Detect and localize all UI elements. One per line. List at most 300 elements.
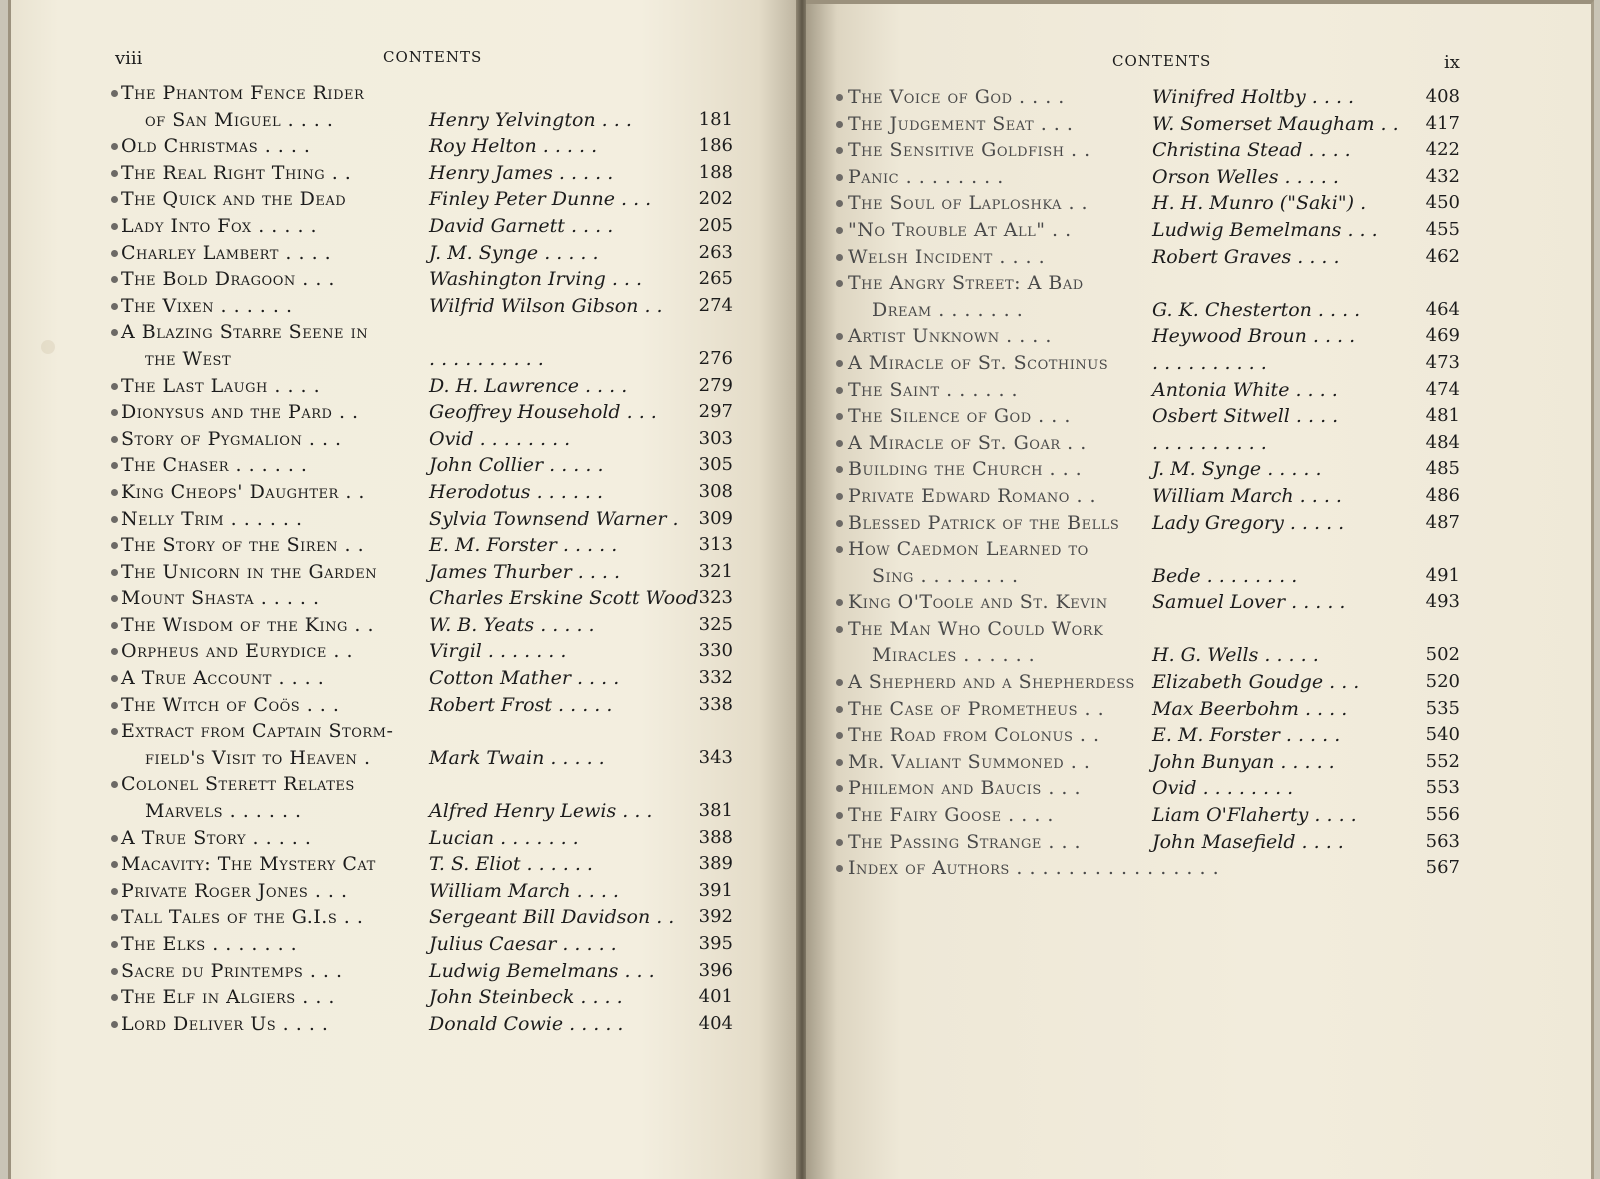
page-number: 265 bbox=[698, 268, 733, 290]
toc-entry bbox=[11, 665, 801, 692]
story-title: Building the Church . . . bbox=[848, 458, 1083, 481]
pencil-mark-icon bbox=[111, 329, 118, 336]
author-name: Henry Yelvington . . . bbox=[429, 108, 632, 131]
page-number: 330 bbox=[698, 640, 733, 662]
pencil-mark-icon bbox=[836, 200, 843, 207]
page-number: 432 bbox=[1425, 165, 1460, 187]
story-title: Mr. Valiant Summoned . . bbox=[848, 750, 1091, 773]
pencil-mark-icon bbox=[111, 861, 118, 868]
toc-entry bbox=[11, 240, 801, 267]
story-title: Story of Pygmalion . . . bbox=[121, 427, 342, 450]
toc-entry bbox=[11, 373, 801, 400]
pencil-mark-icon bbox=[111, 888, 118, 895]
toc-line bbox=[11, 373, 801, 400]
story-title: The Judgement Seat . . . bbox=[848, 112, 1074, 135]
page-number: 422 bbox=[1425, 139, 1460, 161]
toc-entry bbox=[806, 775, 1594, 802]
pencil-mark-icon bbox=[836, 280, 843, 287]
pencil-mark-icon bbox=[836, 493, 843, 500]
story-title: The Man Who Could Work bbox=[848, 617, 1104, 640]
author-name: Liam O'Flaherty . . . . bbox=[1152, 804, 1357, 827]
author-name: Heywood Broun . . . . bbox=[1152, 325, 1356, 348]
pencil-mark-icon bbox=[111, 595, 118, 602]
toc-line bbox=[11, 266, 801, 293]
author-name: Osbert Sitwell . . . . bbox=[1152, 405, 1339, 428]
toc-line bbox=[11, 718, 801, 745]
toc-line bbox=[11, 612, 801, 639]
page-number: 343 bbox=[698, 746, 733, 768]
author-name: Lady Gregory . . . . . bbox=[1152, 511, 1345, 534]
pencil-mark-icon bbox=[836, 759, 843, 766]
toc-line bbox=[11, 160, 801, 187]
right-folio: ix bbox=[1444, 52, 1460, 73]
toc-line bbox=[806, 323, 1594, 350]
pencil-mark-icon bbox=[111, 436, 118, 443]
pencil-mark-icon bbox=[836, 147, 843, 154]
story-title: Lady Into Fox . . . . . bbox=[121, 214, 318, 237]
toc-line bbox=[806, 642, 1594, 669]
story-title: The Fairy Goose . . . . bbox=[848, 804, 1054, 827]
pencil-mark-icon bbox=[111, 728, 118, 735]
author-name: . . . . . . . . . . bbox=[1152, 431, 1267, 454]
toc-line bbox=[806, 456, 1594, 483]
author-name: Washington Irving . . . bbox=[429, 268, 643, 291]
author-name: Charles Erskine Scott Wood bbox=[429, 587, 699, 610]
story-title: The Passing Strange . . . bbox=[848, 830, 1082, 853]
toc-entry bbox=[11, 958, 801, 985]
pencil-mark-icon bbox=[836, 865, 843, 872]
toc-entry bbox=[11, 293, 801, 320]
story-title: Marvels . . . . . . bbox=[145, 800, 302, 823]
toc-entry bbox=[806, 244, 1594, 271]
author-name: John Collier . . . . . bbox=[429, 454, 604, 477]
toc-line bbox=[11, 107, 801, 134]
pencil-mark-icon bbox=[836, 812, 843, 819]
toc-entry bbox=[806, 749, 1594, 776]
toc-entry bbox=[806, 510, 1594, 537]
author-name: T. S. Eliot . . . . . . bbox=[429, 853, 593, 876]
story-title: Colonel Sterett Relates bbox=[121, 773, 355, 796]
pencil-mark-icon bbox=[836, 599, 843, 606]
toc-entry bbox=[806, 589, 1594, 616]
story-title: Blessed Patrick of the Bells bbox=[848, 511, 1120, 534]
page-number: 276 bbox=[698, 347, 733, 369]
page-number: 520 bbox=[1425, 671, 1460, 693]
pencil-mark-icon bbox=[111, 250, 118, 257]
toc-entry bbox=[11, 266, 801, 293]
pencil-mark-icon bbox=[836, 466, 843, 473]
story-title: The Witch of Coös . . . bbox=[121, 693, 340, 716]
toc-entry bbox=[806, 217, 1594, 244]
toc-entry bbox=[806, 350, 1594, 377]
author-name: Max Beerbohm . . . . bbox=[1152, 697, 1348, 720]
toc-entry bbox=[11, 186, 801, 213]
toc-line bbox=[11, 80, 801, 107]
story-title: The Elf in Algiers . . . bbox=[121, 986, 335, 1009]
page-number: 297 bbox=[698, 401, 733, 423]
author-name: John Bunyan . . . . . bbox=[1152, 750, 1335, 773]
author-name: Sergeant Bill Davidson . . bbox=[429, 906, 675, 929]
author-name: Wilfrid Wilson Gibson . . bbox=[429, 294, 663, 317]
left-page bbox=[8, 0, 798, 1179]
toc-line bbox=[11, 319, 801, 346]
toc-line bbox=[806, 802, 1594, 829]
story-title: The Chaser . . . . . . bbox=[121, 454, 308, 477]
page-number: 308 bbox=[698, 480, 733, 502]
author-name: Donald Cowie . . . . . bbox=[429, 1012, 624, 1035]
story-title: The Angry Street: A Bad bbox=[848, 272, 1084, 295]
toc-line bbox=[11, 851, 801, 878]
pencil-mark-icon bbox=[836, 679, 843, 686]
toc-entry bbox=[11, 559, 801, 586]
toc-line bbox=[11, 745, 801, 772]
story-title: Philemon and Baucis . . . bbox=[848, 777, 1082, 800]
pencil-mark-icon bbox=[836, 387, 843, 394]
toc-entry bbox=[806, 403, 1594, 430]
author-name: Alfred Henry Lewis . . . bbox=[429, 800, 653, 823]
toc-line bbox=[806, 483, 1594, 510]
page-number: 395 bbox=[698, 933, 733, 954]
author-name: G. K. Chesterton . . . . bbox=[1152, 298, 1361, 321]
toc-entry bbox=[11, 771, 801, 824]
toc-entry bbox=[11, 80, 801, 133]
pencil-mark-icon bbox=[111, 994, 118, 1001]
pencil-mark-icon bbox=[836, 254, 843, 261]
story-title: Welsh Incident . . . . bbox=[848, 245, 1046, 268]
toc-line bbox=[806, 350, 1594, 377]
toc-line bbox=[806, 829, 1594, 856]
right-contents-list bbox=[806, 84, 1594, 882]
toc-line bbox=[11, 240, 801, 267]
story-title: The Voice of God . . . . bbox=[848, 86, 1065, 108]
toc-entry bbox=[11, 319, 801, 372]
toc-line bbox=[11, 878, 801, 905]
page-number: 381 bbox=[698, 800, 733, 822]
author-name: Orson Welles . . . . . bbox=[1152, 165, 1339, 188]
author-name: Ludwig Bemelmans . . . bbox=[1152, 218, 1378, 241]
author-name: W. B. Yeats . . . . . bbox=[429, 613, 595, 636]
story-title: The Last Laugh . . . . bbox=[121, 374, 321, 397]
author-name: H. G. Wells . . . . . bbox=[1152, 644, 1319, 667]
author-name: Herodotus . . . . . . bbox=[429, 480, 604, 503]
toc-entry bbox=[806, 84, 1594, 111]
page-number: 263 bbox=[698, 241, 733, 263]
toc-entry bbox=[806, 137, 1594, 164]
pencil-mark-icon bbox=[111, 702, 118, 709]
toc-entry bbox=[806, 111, 1594, 138]
story-title: The Elks . . . . . . . bbox=[121, 933, 298, 955]
author-name: . . . . . . . . . . bbox=[429, 347, 544, 370]
pencil-mark-icon bbox=[111, 516, 118, 523]
page-number: 389 bbox=[698, 853, 733, 875]
story-title: Lord Deliver Us . . . . bbox=[121, 1012, 329, 1035]
pencil-mark-icon bbox=[836, 706, 843, 713]
page-number: 332 bbox=[698, 667, 733, 689]
toc-entry bbox=[806, 669, 1594, 696]
toc-line bbox=[11, 346, 801, 373]
toc-entry bbox=[806, 164, 1594, 191]
story-title: Private Roger Jones . . . bbox=[121, 879, 348, 902]
pencil-mark-icon bbox=[111, 223, 118, 230]
page-number: 455 bbox=[1425, 218, 1460, 240]
page-number: 408 bbox=[1425, 86, 1460, 107]
pencil-mark-icon bbox=[111, 489, 118, 496]
story-title: Extract from Captain Storm- bbox=[121, 720, 394, 743]
toc-entry bbox=[11, 638, 801, 665]
page-number: 535 bbox=[1425, 697, 1460, 719]
toc-entry bbox=[806, 829, 1594, 856]
toc-entry bbox=[11, 878, 801, 905]
page-number: 484 bbox=[1425, 431, 1460, 453]
page-number: 401 bbox=[698, 986, 733, 1008]
page-number: 303 bbox=[698, 427, 733, 449]
page-number: 450 bbox=[1425, 192, 1460, 214]
toc-entry bbox=[11, 984, 801, 1011]
story-title: How Caedmon Learned to bbox=[848, 538, 1089, 561]
author-name: James Thurber . . . . bbox=[429, 560, 621, 583]
toc-line bbox=[11, 559, 801, 586]
toc-line bbox=[806, 84, 1594, 111]
page-number: 309 bbox=[698, 507, 733, 529]
pencil-mark-icon bbox=[111, 90, 118, 97]
page-number: 473 bbox=[1425, 351, 1460, 373]
pencil-mark-icon bbox=[111, 569, 118, 576]
author-name: H. H. Munro ("Saki") . bbox=[1152, 192, 1367, 215]
pencil-mark-icon bbox=[836, 839, 843, 846]
toc-entry bbox=[11, 479, 801, 506]
story-title: Sacre du Printemps . . . bbox=[121, 959, 343, 982]
story-title: The Sensitive Goldfish . . bbox=[848, 139, 1091, 162]
page-number: 392 bbox=[698, 906, 733, 928]
author-name: David Garnett . . . . bbox=[429, 214, 614, 237]
page-number: 274 bbox=[698, 294, 733, 316]
page-number: 491 bbox=[1425, 564, 1460, 586]
paper-spot bbox=[41, 340, 55, 354]
story-title: The Case of Prometheus . . bbox=[848, 697, 1105, 720]
story-title: The Bold Dragoon . . . bbox=[121, 268, 335, 291]
toc-entry bbox=[806, 722, 1594, 749]
author-name: John Masefield . . . . bbox=[1152, 830, 1344, 853]
toc-line bbox=[11, 1011, 801, 1038]
page-number: 186 bbox=[698, 135, 733, 157]
story-title: Miracles . . . . . . bbox=[872, 644, 1036, 667]
pencil-mark-icon bbox=[111, 914, 118, 921]
page-number: 391 bbox=[698, 879, 733, 901]
author-name: Bede . . . . . . . . bbox=[1152, 564, 1298, 587]
toc-line bbox=[11, 532, 801, 559]
toc-line bbox=[11, 638, 801, 665]
toc-line bbox=[806, 775, 1594, 802]
toc-entry bbox=[11, 506, 801, 533]
toc-line bbox=[11, 479, 801, 506]
pencil-mark-icon bbox=[111, 383, 118, 390]
author-name: Robert Graves . . . . bbox=[1152, 245, 1340, 268]
pencil-mark-icon bbox=[111, 196, 118, 203]
story-title: King O'Toole and St. Kevin bbox=[848, 591, 1108, 614]
page-number: 540 bbox=[1425, 724, 1460, 746]
pencil-mark-icon bbox=[111, 648, 118, 655]
page-number: 325 bbox=[698, 613, 733, 635]
toc-line bbox=[11, 213, 801, 240]
toc-line bbox=[11, 293, 801, 320]
toc-entry bbox=[806, 190, 1594, 217]
page-number: 305 bbox=[698, 454, 733, 476]
pencil-mark-icon bbox=[111, 781, 118, 788]
story-title: Charley Lambert . . . . bbox=[121, 241, 332, 264]
left-running-head: CONTENTS bbox=[383, 48, 483, 66]
toc-entry bbox=[806, 536, 1594, 589]
story-title: Nelly Trim . . . . . . bbox=[121, 507, 303, 530]
page-number: 567 bbox=[1425, 857, 1460, 879]
toc-line bbox=[806, 111, 1594, 138]
story-title: field's Visit to Heaven . bbox=[145, 746, 371, 769]
toc-line bbox=[806, 430, 1594, 457]
story-title: Artist Unknown . . . . bbox=[848, 325, 1052, 348]
page-number: 388 bbox=[698, 826, 733, 848]
toc-entry bbox=[806, 377, 1594, 404]
toc-line bbox=[11, 931, 801, 958]
page-number: 462 bbox=[1425, 245, 1460, 267]
story-title: Old Christmas . . . . bbox=[121, 135, 311, 158]
toc-line bbox=[11, 692, 801, 719]
page-number: 487 bbox=[1425, 511, 1460, 533]
author-name: . . . . . . . . . . bbox=[1152, 351, 1267, 374]
page-number: 338 bbox=[698, 693, 733, 715]
author-name: Sylvia Townsend Warner . bbox=[429, 507, 679, 530]
pencil-mark-icon bbox=[836, 520, 843, 527]
toc-line bbox=[806, 589, 1594, 616]
toc-line bbox=[11, 399, 801, 426]
pencil-mark-icon bbox=[111, 170, 118, 177]
toc-line bbox=[806, 190, 1594, 217]
author-name: E. M. Forster . . . . . bbox=[1152, 724, 1341, 747]
story-title: The Wisdom of the King . . bbox=[121, 613, 375, 636]
page-number: 417 bbox=[1425, 112, 1460, 134]
toc-line bbox=[806, 616, 1594, 643]
page-number: 205 bbox=[698, 214, 733, 236]
toc-entry bbox=[11, 399, 801, 426]
story-title: The Silence of God . . . bbox=[848, 405, 1071, 428]
pencil-mark-icon bbox=[836, 360, 843, 367]
page-number: 313 bbox=[698, 534, 733, 556]
toc-entry bbox=[11, 1011, 801, 1038]
page-number: 396 bbox=[698, 959, 733, 981]
story-title: The Vixen . . . . . . bbox=[121, 294, 293, 317]
story-title: Dionysus and the Pard . . bbox=[121, 401, 359, 424]
pencil-mark-icon bbox=[836, 413, 843, 420]
page-number: 493 bbox=[1425, 591, 1460, 613]
pencil-mark-icon bbox=[111, 835, 118, 842]
pencil-mark-icon bbox=[111, 303, 118, 310]
story-title: The Real Right Thing . . bbox=[121, 161, 352, 184]
author-name: Lucian . . . . . . . bbox=[429, 826, 579, 849]
story-title: The Phantom Fence Rider bbox=[121, 82, 365, 104]
toc-entry bbox=[806, 616, 1594, 669]
author-name: Geoffrey Household . . . bbox=[429, 401, 657, 424]
page-number: 464 bbox=[1425, 298, 1460, 320]
toc-entry bbox=[11, 133, 801, 160]
author-name: Samuel Lover . . . . . bbox=[1152, 591, 1346, 614]
story-title: Sing . . . . . . . . bbox=[872, 564, 1019, 587]
story-title: the West bbox=[145, 347, 232, 370]
toc-entry bbox=[11, 532, 801, 559]
author-name: Julius Caesar . . . . . bbox=[429, 933, 617, 955]
pencil-mark-icon bbox=[111, 622, 118, 629]
page-number: 552 bbox=[1425, 750, 1460, 772]
story-title: The Unicorn in the Garden bbox=[121, 560, 378, 583]
right-running-head: CONTENTS bbox=[1112, 52, 1212, 70]
pencil-mark-icon bbox=[111, 542, 118, 549]
story-title: The Quick and the Dead bbox=[121, 188, 347, 211]
toc-entry bbox=[11, 718, 801, 771]
story-title: A Miracle of St. Goar . . bbox=[848, 431, 1087, 454]
author-name: Christina Stead . . . . bbox=[1152, 139, 1351, 162]
author-name: D. H. Lawrence . . . . bbox=[429, 374, 628, 397]
page-number: 563 bbox=[1425, 830, 1460, 852]
author-name: J. M. Synge . . . . . bbox=[1152, 458, 1322, 481]
toc-entry bbox=[806, 855, 1594, 882]
page-number: 279 bbox=[698, 374, 733, 396]
page-number: 481 bbox=[1425, 405, 1460, 427]
page-number: 188 bbox=[698, 161, 733, 183]
toc-line bbox=[806, 217, 1594, 244]
toc-line bbox=[11, 665, 801, 692]
right-page bbox=[806, 0, 1594, 1179]
toc-line bbox=[11, 825, 801, 852]
page-number: 181 bbox=[698, 108, 733, 130]
pencil-mark-icon bbox=[111, 409, 118, 416]
story-title: The Road from Colonus . . bbox=[848, 724, 1100, 747]
pencil-mark-icon bbox=[836, 626, 843, 633]
page-number: 321 bbox=[698, 560, 733, 582]
story-title: The Story of the Siren . . bbox=[121, 534, 365, 557]
story-title: Mount Shasta . . . . . bbox=[121, 587, 320, 610]
toc-line bbox=[806, 244, 1594, 271]
toc-line bbox=[11, 958, 801, 985]
page-number: 474 bbox=[1425, 378, 1460, 400]
toc-entry bbox=[806, 696, 1594, 723]
story-title: Macavity: The Mystery Cat bbox=[121, 853, 376, 876]
author-name: Cotton Mather . . . . bbox=[429, 667, 620, 690]
story-title: Tall Tales of the G.I.s . . bbox=[121, 906, 364, 929]
author-name: John Steinbeck . . . . bbox=[429, 986, 623, 1009]
author-name: J. M. Synge . . . . . bbox=[429, 241, 599, 264]
toc-entry bbox=[11, 692, 801, 719]
author-name: William March . . . . bbox=[1152, 484, 1342, 507]
story-title: King Cheops' Daughter . . bbox=[121, 480, 365, 503]
toc-line bbox=[806, 722, 1594, 749]
page-number: 202 bbox=[698, 188, 733, 210]
toc-line bbox=[806, 696, 1594, 723]
story-title: Dream . . . . . . . bbox=[872, 298, 1024, 321]
toc-entry bbox=[11, 213, 801, 240]
toc-entry bbox=[11, 904, 801, 931]
page-number: 485 bbox=[1425, 458, 1460, 480]
toc-line bbox=[11, 585, 801, 612]
toc-entry bbox=[806, 270, 1594, 323]
toc-line bbox=[806, 855, 1594, 882]
author-name: Mark Twain . . . . . bbox=[429, 746, 605, 769]
pencil-mark-icon bbox=[111, 143, 118, 150]
pencil-mark-icon bbox=[836, 440, 843, 447]
toc-entry bbox=[806, 802, 1594, 829]
pencil-mark-icon bbox=[111, 1021, 118, 1028]
story-title: "No Trouble At All" . . bbox=[848, 218, 1072, 241]
author-name: Ovid . . . . . . . . bbox=[1152, 777, 1294, 800]
author-name: Winifred Holtby . . . . bbox=[1152, 86, 1355, 108]
author-name: Ludwig Bemelmans . . . bbox=[429, 959, 655, 982]
pencil-mark-icon bbox=[111, 462, 118, 469]
